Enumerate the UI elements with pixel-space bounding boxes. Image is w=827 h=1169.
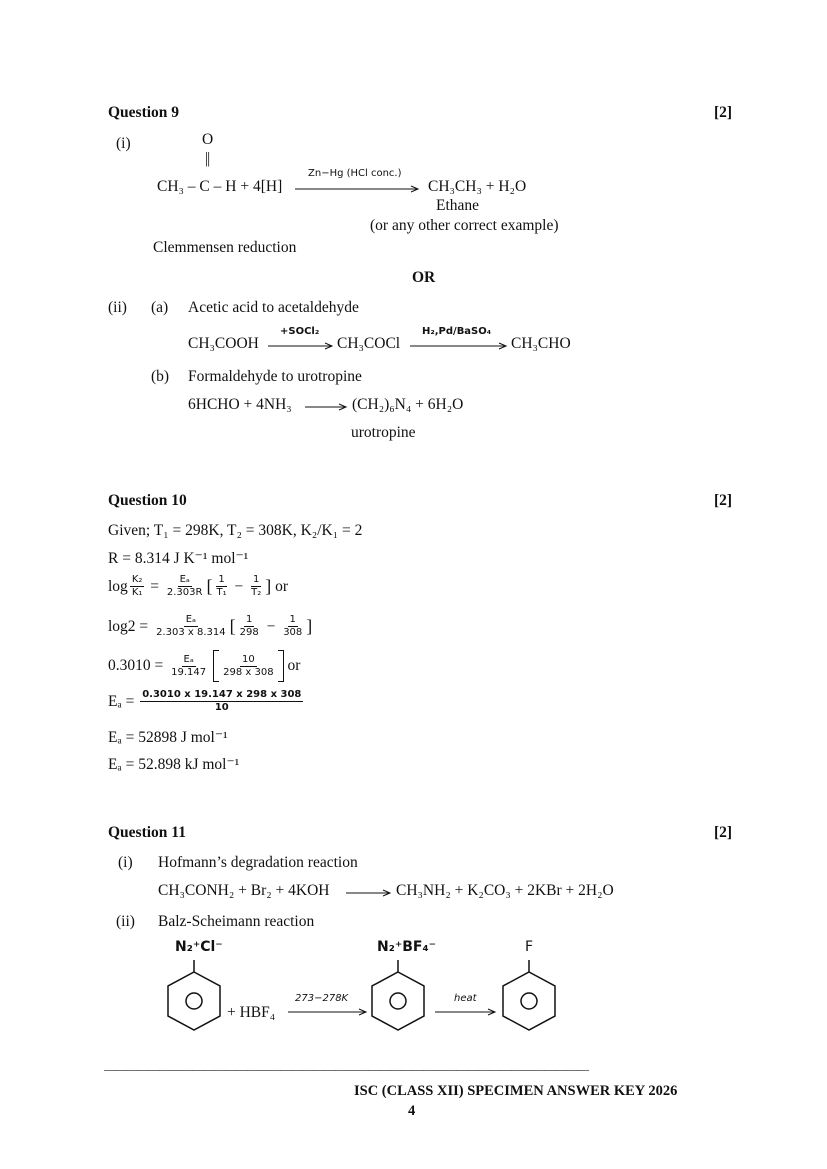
ea-lhs: Eₐ =: [108, 692, 139, 710]
q10-line4: log2 = $\frac{\text{Eₐ}}{2.303 x 8.314}$ [ $\frac{1}{298}$ − $\frac{1}{308}$ ]: [108, 614, 313, 638]
page-number: 4: [408, 1103, 416, 1119]
q11-i-arrow: [346, 889, 394, 897]
q9-a-start: CH₃COOH: [188, 335, 259, 352]
q11-i-reactants: CH₃CONH₂ + Br₂ + 4KOH: [158, 882, 330, 899]
t2-den: T₂: [251, 587, 262, 598]
q10-marks: [2]: [714, 492, 733, 509]
q9-a-arrow2: [410, 342, 510, 350]
carbonyl-oxygen: O: [202, 131, 214, 148]
q9-product: CH₃CH₃ + H₂O: [428, 178, 527, 195]
ea-num: Eₐ: [183, 653, 194, 665]
q11-title: Question 11: [108, 824, 186, 841]
benzene-ring-1: [165, 960, 225, 1038]
t1-den: T₁: [216, 587, 227, 598]
equals: =: [146, 577, 163, 595]
minus: −: [262, 617, 280, 635]
q11-ii-title: Balz-Scheimann reaction: [158, 913, 315, 930]
q10-title: Question 10: [108, 492, 187, 509]
q9-b-product-name: urotropine: [351, 424, 416, 441]
frac2-num: 1: [289, 614, 296, 625]
q11-i-title: Hofmann’s degradation reaction: [158, 854, 358, 871]
q9-b-arrow: [305, 403, 350, 411]
frac-num: 10: [241, 653, 255, 665]
or-text: or: [271, 577, 289, 595]
ea-den: 2.303 x 8.314: [156, 627, 226, 638]
k1-den: K₁: [131, 587, 143, 598]
frac-den: 298 x 308: [223, 666, 274, 678]
or-text: or: [283, 657, 301, 674]
log2-lhs: log2 =: [108, 617, 153, 635]
value-lhs: 0.3010 =: [108, 657, 168, 674]
q10-given: Given; T₁ = 298K, T₂ = 308K, K₂/K₁ = 2: [108, 522, 363, 539]
q9-b-products: (CH₂)₆N₄ + 6H₂O: [352, 396, 464, 413]
q9-a-end: CH₃CHO: [511, 335, 571, 352]
ea-den: 19.147: [171, 666, 207, 678]
ea-den: 2.303R: [166, 587, 203, 598]
q9-b-title: Formaldehyde to urotropine: [188, 368, 362, 385]
q10-r-value: R = 8.314 J K⁻¹ mol⁻¹: [108, 550, 249, 567]
q10-line5: [108, 650, 300, 682]
q10-line8: Eₐ = 52.898 kJ mol⁻¹: [108, 756, 240, 773]
ea-calc-num: 0.3010 x 19.147 x 298 x 308: [142, 689, 302, 700]
q11-i-label: (i): [118, 854, 133, 871]
t2-num: 1: [252, 574, 260, 585]
q11-ii-label: (ii): [116, 913, 135, 930]
q11-ii-arrow2: [435, 1008, 499, 1016]
q9-ii-label: (ii): [108, 299, 127, 316]
t1-num: 1: [218, 574, 225, 585]
diazonium-chloride-label: N₂⁺Cl⁻: [175, 939, 223, 955]
ea-calc-den: 10: [214, 702, 229, 713]
q10-line7: Eₐ = 52898 J mol⁻¹: [108, 729, 228, 746]
frac1-den: 298: [239, 627, 259, 638]
benzene-ring-2: [369, 960, 429, 1038]
footer-title: ISC (CLASS XII) SPECIMEN ANSWER KEY 2026: [354, 1083, 678, 1099]
q9-a-reagent2: H₂,Pd/BaSO₄: [422, 326, 492, 337]
q11-marks: [2]: [714, 824, 733, 841]
ea-num: Eₐ: [179, 574, 190, 585]
carbonyl-double-bond: ||: [205, 150, 210, 167]
footer-divider: ————————————————————————————————————————————: [104, 1062, 588, 1076]
q9-reaction-name: Clemmensen reduction: [153, 239, 297, 256]
q10-line6: [108, 689, 305, 714]
diazonium-fluoroborate-label: N₂⁺BF₄⁻: [377, 939, 436, 955]
q9-arrow: [295, 185, 423, 193]
q11-ii-arrow1: [288, 1008, 370, 1016]
q9-reagent: Zn−Hg (HCl conc.): [308, 168, 402, 179]
ea-num: Eₐ: [185, 614, 196, 625]
frac2-den: 308: [283, 627, 303, 638]
q9-a-reagent1: +SOCl₂: [280, 326, 320, 337]
minus: −: [230, 577, 248, 595]
q9-b-reactants: 6HCHO + 4NH₃: [188, 396, 292, 413]
log-text: log: [108, 577, 128, 595]
fluorine-label: F: [525, 939, 534, 955]
q9-i-label: (i): [116, 135, 131, 152]
q9-a-title: Acetic acid to acetaldehyde: [188, 299, 359, 316]
q9-or: OR: [412, 269, 436, 286]
q9-marks: [2]: [714, 104, 733, 121]
q9-reactant: CH₃ – C – H + 4[H]: [157, 178, 283, 195]
q9-title: Question 9: [108, 104, 180, 121]
hbf4-reagent: + HBF₄: [227, 1004, 276, 1021]
q9-a-mid: CH₃COCl: [337, 335, 401, 352]
q9-product-name: Ethane: [436, 197, 480, 214]
q11-i-products: CH₃NH₂ + K₂CO₃ + 2KBr + 2H₂O: [396, 882, 614, 899]
k2-num: K₂: [131, 574, 143, 585]
q9-a-arrow1: [268, 342, 336, 350]
q9-a-label: (a): [151, 299, 169, 316]
q10-line3: log $\frac{\text{K₂}}{\text{K₁}}$ = $\frac{\text{Eₐ}}{2.303R}$ [ $\frac{1}{\text{T₁}}$ − $\frac{1}{\text{T₂}}$ ] or: [108, 574, 289, 598]
q9-note: (or any other correct example): [370, 217, 559, 234]
q9-b-label: (b): [151, 368, 170, 385]
frac1-num: 1: [245, 614, 253, 625]
benzene-ring-3: [500, 960, 560, 1038]
heat-condition: heat: [454, 993, 477, 1004]
temperature-condition: 273−278K: [295, 993, 349, 1004]
